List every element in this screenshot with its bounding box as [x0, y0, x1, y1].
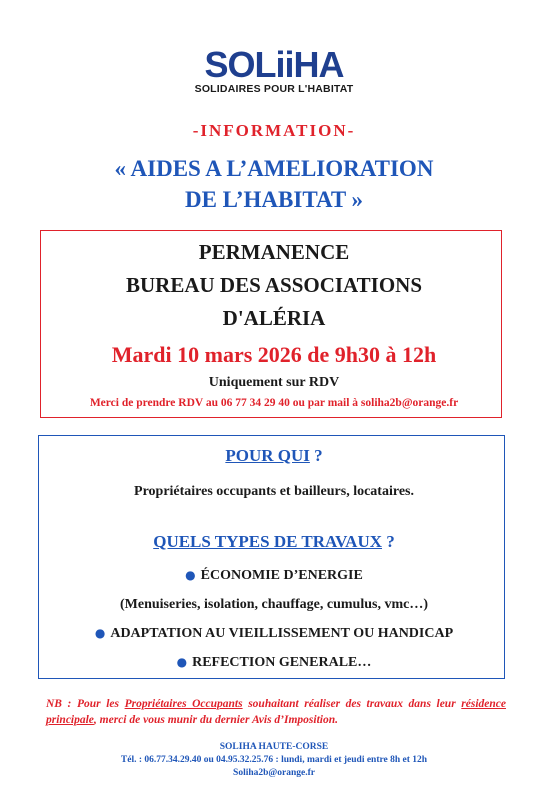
- travaux-item: [0, 655, 548, 671]
- nb-emphasis: Propriétaires Occupants: [124, 698, 243, 710]
- logo-word-part: ii: [275, 44, 294, 85]
- permanence-line: D'ALÉRIA: [222, 306, 326, 330]
- travaux-item-label: REFECTION GENERALE…: [192, 655, 372, 670]
- logo-wordmark: [0, 46, 548, 84]
- permanence-line: BUREAU DES ASSOCIATIONS: [125, 273, 423, 297]
- nb-emphasis: résidence principale: [46, 698, 506, 726]
- title-line: « AIDES A L’AMELIORATION: [114, 156, 434, 181]
- permanence-heading: [0, 236, 548, 335]
- nb-text: souhaitant réaliser des travaux dans leur: [242, 698, 462, 710]
- title-line: DE L’HABITAT »: [184, 187, 364, 212]
- travaux-heading-text: QUELS TYPES DE TRAVAUX: [153, 532, 383, 551]
- nb-note: [46, 696, 506, 728]
- bullet-icon: ●: [176, 655, 188, 669]
- heading-suffix: ?: [309, 446, 323, 465]
- footer-email: Soliha2b@orange.fr: [233, 768, 315, 778]
- bullet-icon: ●: [94, 626, 106, 640]
- travaux-heading: [0, 532, 548, 552]
- footer: [0, 741, 548, 780]
- travaux-item: [0, 568, 548, 584]
- permanence-line: PERMANENCE: [198, 240, 350, 264]
- page-title: [0, 153, 548, 215]
- permanence-date: Mardi 10 mars 2026 de 9h30 à 12h: [111, 342, 437, 367]
- nb-text: , merci de vous munir du dernier Avis d’Imposition.: [93, 714, 338, 726]
- logo-word-part: HA: [293, 44, 344, 85]
- pour-qui-text: Propriétaires occupants et bailleurs, locataires.: [134, 484, 414, 499]
- bullet-icon: ●: [185, 568, 196, 582]
- info-heading: -INFORMATION-: [192, 121, 356, 140]
- footer-tel: Tél. : 06.77.34.29.40 ou 04.95.32.25.76 : lundi, mardi et jeudi entre 8h et 12h: [120, 755, 428, 765]
- travaux-item: [0, 626, 548, 642]
- logo-word-part: SOL: [204, 44, 276, 85]
- footer-org: SOLIHA HAUTE-CORSE: [219, 742, 329, 752]
- heading-suffix: ?: [382, 532, 395, 551]
- nb-text: NB : Pour les: [46, 698, 125, 710]
- travaux-item-detail: (Menuiseries, isolation, chauffage, cumulus, vmc…): [120, 597, 428, 612]
- details-box: [38, 435, 505, 679]
- travaux-item-label: ÉCONOMIE D’ENERGIE: [200, 568, 363, 583]
- logo-tagline: SOLIDAIRES POUR L'HABITAT: [194, 83, 354, 95]
- pour-qui-heading: [0, 446, 548, 466]
- pour-qui-heading-text: POUR QUI: [225, 446, 310, 465]
- rdv-notice: Uniquement sur RDV: [208, 375, 340, 390]
- rdv-contact: Merci de prendre RDV au 06 77 34 29 40 ou par mail à soliha2b@orange.fr: [89, 397, 459, 409]
- travaux-item-label: ADAPTATION AU VIEILLISSEMENT OU HANDICAP: [110, 626, 454, 641]
- soliha-logo: [0, 46, 548, 95]
